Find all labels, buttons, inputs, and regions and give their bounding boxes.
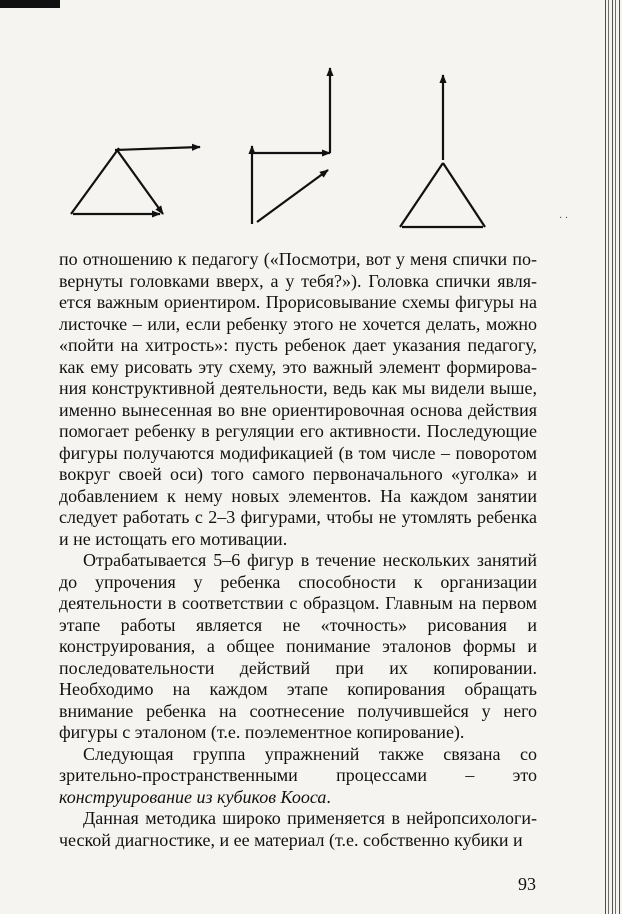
figure-2-right-angle-with-arrows [252, 68, 330, 224]
match-figures-illustration [0, 0, 622, 250]
figure-1-triangle-with-arrows [71, 147, 200, 214]
figure-3-left-edge [400, 163, 443, 227]
body-text [59, 249, 537, 851]
italic-term: конструирование из кубиков Кооса [59, 786, 327, 807]
text-run: Отрабатывается 5–6 фигур в течение нескольких занятий до упрочения у ребенка способности к организации деятельности в соответствии с образцом. Главным на первом этапе работы является не «точность» рисования и конструирования, а общее понимание эталонов формы и последовательности действий при их копировании. Необходимо на каждом этапе копирования обращать внимание ребенка на соотнесение получившейся у него фигуры с эталоном (т.е. поэлементное копирование). [59, 550, 537, 742]
figure-1-right-edge-arrow [117, 150, 163, 214]
figure-2-diagonal-arrow [257, 170, 328, 222]
paragraph-1 [59, 249, 537, 550]
text-run: . [326, 786, 331, 807]
text-run: Данная методика широко применяется в нейропсихологической диагностике, и ее материал (т.е. собственно кубики и [59, 808, 537, 850]
paragraph-4 [59, 808, 537, 851]
text-run: Следующая группа упражнений также связана со зрительно-пространственными процессами – это [59, 743, 537, 785]
figure-3-triangle-with-vertical-arrow [400, 75, 485, 227]
text-run: по отношению к педагогу («Посмотри, вот у меня спички повернуты головками вверх, а у тебя?»). Головка спички является важным ориентиром. Прорисовывание схемы фигуры на листочке – или, если ребенку этого не хочется делать, можно «пойти на хитрость»: пусть ребенок дает указания педагогу, как ему рисовать эту схему, это важный элемент формирования конструктивной деятельности, ведь как мы видели выше, именно вынесенная во вне ориентировочная основа действия помогает ребенку в регуляции его активности. Последующие фигуры получаются модификацией (в том числе – поворотом вокруг своей оси) того самого первоначального «уголка» и добавлением к нему новых элементов. На каждом занятии следует работать с 2–3 фигурами, чтобы не утомлять ребенка и не истощать его мотивации. [59, 249, 537, 549]
paragraph-2 [59, 550, 537, 744]
figure-3-right-edge [443, 163, 485, 227]
paragraph-3 [59, 744, 537, 809]
page-number: 93 [518, 874, 536, 894]
figure-1-left-edge [71, 148, 119, 214]
scan-speck: · · [559, 213, 569, 224]
figure-1-top-arrow [115, 147, 200, 150]
